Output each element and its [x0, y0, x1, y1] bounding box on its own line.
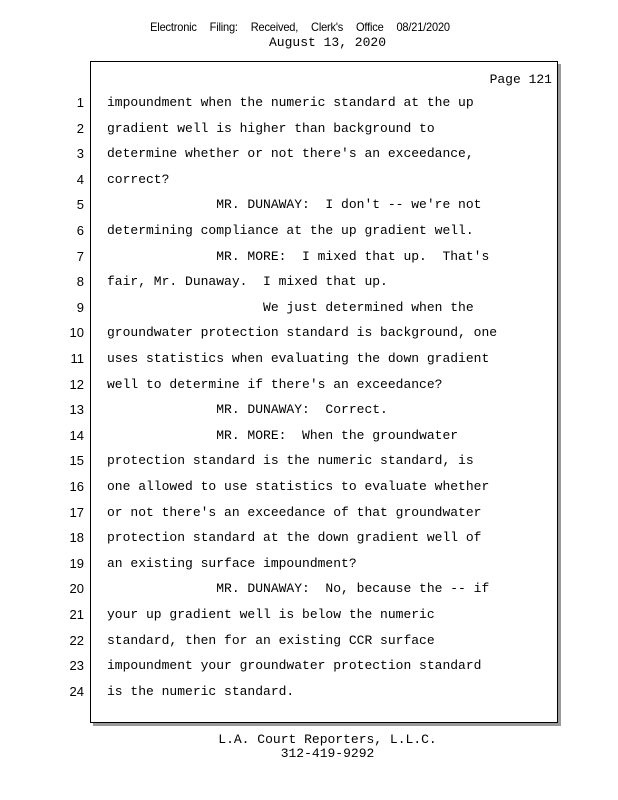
- transcript-line: [0, 504, 618, 524]
- line-text: or not there's an exceedance of that groundwater: [107, 504, 482, 520]
- line-number: 3: [76, 146, 84, 162]
- stamp-word: 08/21/2020: [396, 20, 450, 34]
- line-text: determining compliance at the up gradient well.: [107, 223, 474, 238]
- line-text: your up gradient well is below the numeric: [107, 607, 435, 622]
- line-number: 13: [69, 402, 84, 418]
- line-number: 23: [69, 658, 84, 674]
- line-number: 21: [69, 607, 84, 622]
- transcript-date: August 13, 2020: [268, 35, 387, 50]
- line-number: 14: [69, 427, 84, 443]
- line-number: 12: [69, 376, 84, 392]
- transcript-line: [0, 580, 618, 600]
- line-number: 2: [76, 120, 84, 136]
- line-number: 4: [76, 171, 84, 187]
- page-number: Page 121: [489, 72, 552, 87]
- line-text: gradient well is higher than background to: [107, 120, 435, 136]
- line-text: We just determined when the: [107, 299, 474, 315]
- stamp-word: Clerk's: [311, 20, 344, 34]
- line-number: 19: [69, 555, 84, 571]
- line-number: 18: [69, 530, 84, 546]
- line-number: 8: [76, 274, 84, 290]
- transcript-line: [0, 273, 618, 293]
- transcript-line: [0, 94, 618, 114]
- line-text: MR. MORE: I mixed that up. That's: [107, 248, 490, 264]
- transcript-line: [0, 248, 618, 268]
- line-number: 20: [69, 581, 84, 597]
- transcript-line: [0, 452, 618, 472]
- line-number: 10: [69, 325, 84, 341]
- stamp-word: Received,: [250, 20, 299, 34]
- line-text: MR. DUNAWAY: Correct.: [107, 402, 388, 418]
- line-number: 16: [69, 479, 84, 494]
- line-number: 5: [76, 197, 84, 213]
- line-number: 1: [76, 95, 84, 110]
- transcript-line: [0, 529, 618, 549]
- line-number: 9: [76, 299, 84, 315]
- reporter-company: L.A. Court Reporters, L.L.C.: [218, 732, 437, 747]
- line-text: uses statistics when evaluating the down gradient: [107, 351, 490, 366]
- transcript-line: [0, 120, 618, 140]
- stamp-word: Electronic: [150, 20, 197, 34]
- reporter-phone: 312-419-9292: [280, 746, 375, 761]
- line-text: is the numeric standard.: [107, 683, 295, 699]
- transcript-line: [0, 222, 618, 242]
- transcript-line: [0, 324, 618, 344]
- transcript-line: [0, 427, 618, 447]
- transcript-line: [0, 145, 618, 165]
- line-text: well to determine if there's an exceedance?: [107, 376, 443, 392]
- line-text: impoundment your groundwater protection standard: [107, 658, 482, 674]
- transcript-line: [0, 401, 618, 421]
- transcript-line: [0, 657, 618, 677]
- transcript-line: [0, 376, 618, 396]
- line-number: 7: [76, 248, 84, 264]
- line-number: 24: [69, 683, 84, 699]
- line-text: MR. MORE: When the groundwater: [107, 427, 459, 443]
- line-text: MR. DUNAWAY: No, because the -- if: [107, 581, 490, 597]
- line-number: 15: [69, 453, 84, 469]
- transcript-line: [0, 606, 618, 626]
- stamp-word: Filing:: [209, 20, 238, 34]
- transcript-line: [0, 478, 618, 498]
- line-number: 17: [69, 504, 84, 520]
- line-text: standard, then for an existing CCR surface: [107, 632, 435, 648]
- transcript-line: [0, 555, 618, 575]
- line-text: an existing surface impoundment?: [107, 555, 357, 571]
- transcript-line: [0, 171, 618, 191]
- line-text: fair, Mr. Dunaway. I mixed that up.: [107, 274, 388, 290]
- transcript-line: [0, 299, 618, 319]
- line-text: determine whether or not there's an exceedance,: [107, 146, 474, 162]
- line-text: correct?: [107, 171, 170, 187]
- filing-stamp: [24, 20, 576, 34]
- line-text: impoundment when the numeric standard at the up: [107, 95, 474, 110]
- transcript-line: [0, 350, 618, 370]
- transcript-line: [0, 632, 618, 652]
- line-text: protection standard is the numeric standard, is: [107, 453, 474, 469]
- line-number: 6: [76, 223, 84, 238]
- footer: [0, 733, 618, 761]
- line-number: 22: [69, 632, 84, 648]
- transcript-line: [0, 683, 618, 703]
- line-text: MR. DUNAWAY: I don't -- we're not: [107, 197, 482, 213]
- line-text: groundwater protection standard is background, one: [107, 325, 498, 341]
- line-text: one allowed to use statistics to evaluate whether: [107, 479, 490, 494]
- transcript-line: [0, 196, 618, 216]
- stamp-word: Office: [356, 20, 384, 34]
- line-text: protection standard at the down gradient well of: [107, 530, 482, 546]
- line-number: 11: [70, 351, 84, 366]
